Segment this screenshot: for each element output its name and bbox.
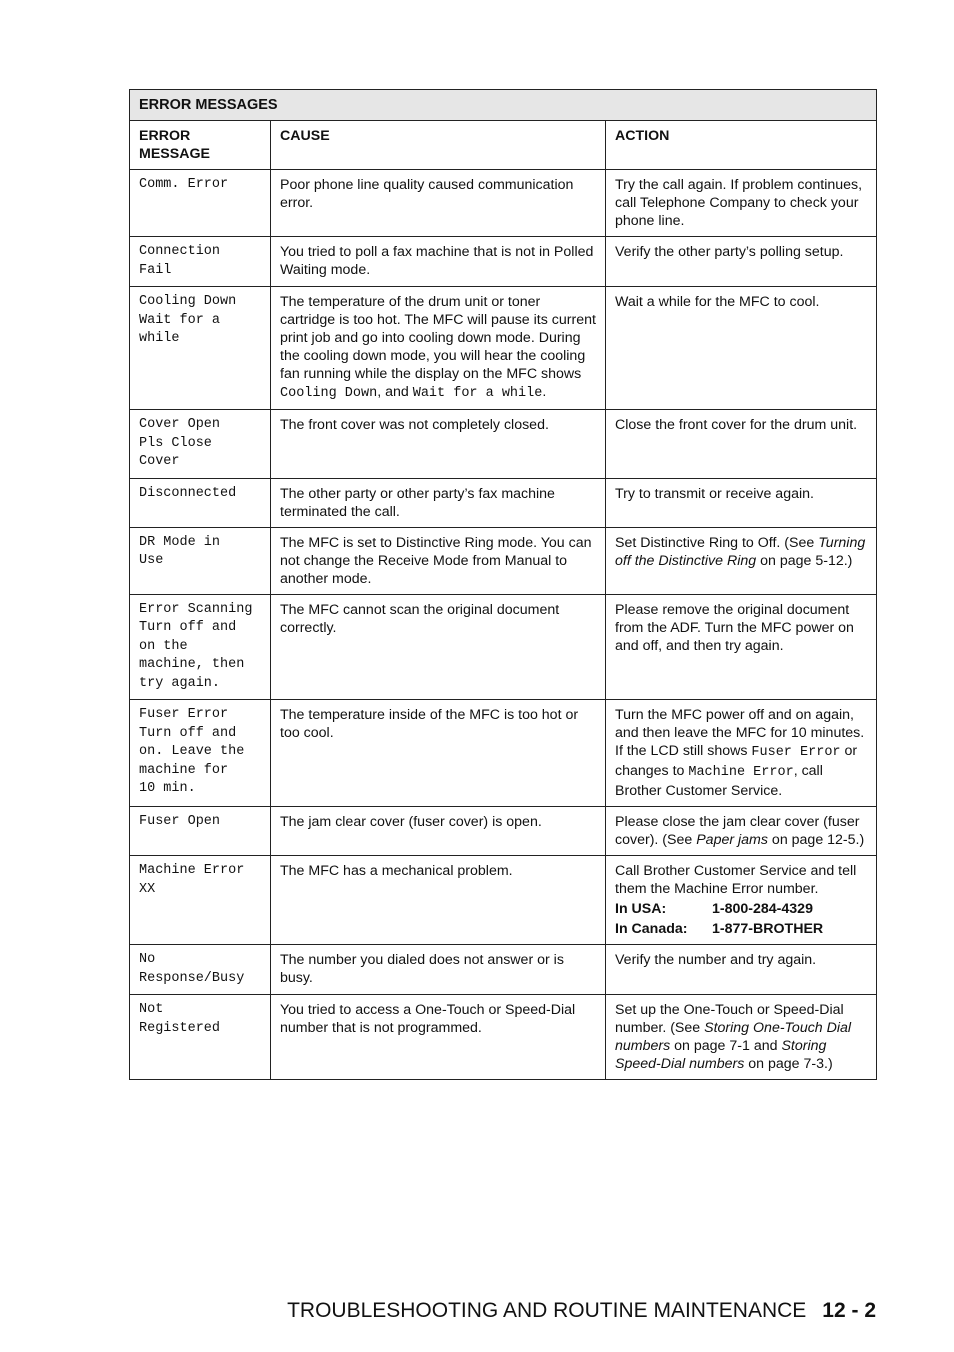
table-title: ERROR MESSAGES bbox=[130, 90, 877, 121]
error-message-line: Use bbox=[139, 553, 164, 568]
cause-cell: The MFC cannot scan the original document correctly. bbox=[271, 594, 606, 700]
cause-cell: The number you dialed does not answer or is busy. bbox=[271, 945, 606, 995]
usa-phone bbox=[615, 900, 868, 918]
error-message-line: Registered bbox=[139, 1020, 221, 1036]
cause-cell: The MFC has a mechanical problem. bbox=[271, 856, 606, 945]
cross-reference: Turning off the Distinctive Ring bbox=[615, 534, 866, 569]
error-message-cell bbox=[130, 410, 271, 479]
action-text: on page 12-5.) bbox=[767, 832, 865, 848]
error-message-line: No bbox=[139, 952, 156, 967]
table-row bbox=[130, 237, 877, 287]
error-message-line: 10 min. bbox=[139, 781, 196, 796]
error-message-line: DR Mode in bbox=[139, 534, 221, 550]
table-row bbox=[130, 995, 877, 1080]
action-cell: Close the front cover for the drum unit. bbox=[606, 410, 877, 479]
error-message-line: try again. bbox=[139, 675, 221, 691]
error-message-cell bbox=[130, 287, 271, 410]
action-cell bbox=[606, 995, 877, 1080]
header-cause: CAUSE bbox=[271, 121, 606, 170]
cause-cell: The jam clear cover (fuser cover) is open. bbox=[271, 807, 606, 856]
cross-reference: Paper jams bbox=[696, 832, 768, 848]
table-row bbox=[130, 410, 877, 479]
display-message: Machine Error bbox=[688, 765, 794, 780]
action-text: , call Brother Customer Service. bbox=[615, 763, 823, 799]
action-cell bbox=[606, 527, 877, 594]
error-message-line: Error Scanning bbox=[139, 601, 253, 617]
cause-text: The temperature of the drum unit or toner cartridge is too hot. The MFC will pause its current print job and go into cooling down mode. During the cooling down mode, you will hear the cooling fan running while the display on the MFC shows bbox=[280, 294, 596, 382]
error-messages-table bbox=[129, 89, 877, 1080]
cause-cell: The front cover was not completely closed. bbox=[271, 410, 606, 479]
error-message-line: Pls Close bbox=[139, 435, 212, 451]
action-cell: Wait a while for the MFC to cool. bbox=[606, 287, 877, 410]
error-message-line: on the bbox=[139, 638, 188, 654]
error-message-cell bbox=[130, 995, 271, 1080]
action-cell: Verify the number and try again. bbox=[606, 945, 877, 995]
error-message-line: machine for bbox=[139, 762, 229, 778]
error-message-cell bbox=[130, 945, 271, 995]
table-row bbox=[130, 945, 877, 995]
page-footer bbox=[287, 1299, 876, 1323]
cross-reference: Storing Speed-Dial numbers bbox=[615, 1038, 827, 1072]
cross-reference: Storing One-Touch Dial numbers bbox=[615, 1020, 852, 1054]
error-message-line: Fuser Error bbox=[139, 707, 229, 722]
error-message-line: Not bbox=[139, 1002, 164, 1017]
action-text: Please close the jam clear cover (fuser cover). (See bbox=[615, 814, 860, 848]
error-message-cell bbox=[130, 807, 271, 856]
action-text: or changes to bbox=[615, 743, 858, 779]
error-message-line: Fuser Open bbox=[139, 814, 221, 829]
section-title: TROUBLESHOOTING AND ROUTINE MAINTENANCE bbox=[287, 1299, 807, 1322]
table-title-row bbox=[130, 90, 877, 121]
action-text: on page 5-12.) bbox=[756, 552, 853, 569]
table-row bbox=[130, 478, 877, 527]
error-message-line: Cover bbox=[139, 454, 180, 469]
canada-phone bbox=[615, 920, 868, 938]
action-cell: Try the call again. If problem continues, call Telephone Company to check your phone line. bbox=[606, 170, 877, 237]
display-message: Wait for a while bbox=[412, 386, 543, 401]
action-text: Call Brother Customer Service and tell them the Machine Error number. bbox=[615, 863, 857, 897]
error-message-line: Turn off and bbox=[139, 725, 237, 741]
error-message-cell bbox=[130, 700, 271, 807]
table-row bbox=[130, 594, 877, 700]
error-message-cell bbox=[130, 594, 271, 700]
error-message-line: Connection bbox=[139, 244, 221, 259]
error-message-line: Fail bbox=[139, 262, 172, 278]
header-error-message: ERROR MESSAGE bbox=[130, 121, 271, 170]
action-cell: Verify the other party’s polling setup. bbox=[606, 237, 877, 287]
table-row bbox=[130, 700, 877, 807]
table-row bbox=[130, 807, 877, 856]
usa-label: In USA: bbox=[615, 901, 667, 917]
action-cell bbox=[606, 700, 877, 807]
action-text: Turn the MFC power off and on again, and then leave the MFC for 10 minutes. If the LCD still shows bbox=[615, 707, 865, 759]
error-message-line: Comm. Error bbox=[139, 177, 229, 192]
canada-number: 1-877-BROTHER bbox=[712, 921, 824, 937]
error-message-line: Wait for a bbox=[139, 312, 221, 328]
error-message-line: Disconnected bbox=[139, 485, 237, 501]
error-message-line: Turn off and bbox=[139, 620, 237, 635]
action-cell: Try to transmit or receive again. bbox=[606, 478, 877, 527]
page-number: 12 - 2 bbox=[822, 1299, 876, 1322]
cause-text: , and bbox=[377, 384, 413, 400]
error-message-line: on. Leave the bbox=[139, 744, 245, 759]
action-text: on page 7-1 and bbox=[670, 1038, 782, 1054]
error-message-cell bbox=[130, 856, 271, 945]
canada-label: In Canada: bbox=[615, 921, 688, 937]
cause-cell bbox=[271, 287, 606, 410]
table-header-row bbox=[130, 121, 877, 170]
cause-cell: The other party or other party’s fax machine terminated the call. bbox=[271, 478, 606, 527]
error-message-cell bbox=[130, 478, 271, 527]
action-text: Set up the One-Touch or Speed-Dial number. (See bbox=[615, 1002, 844, 1036]
error-message-line: Machine Error bbox=[139, 863, 245, 878]
action-text: Set Distinctive Ring to Off. (See bbox=[615, 534, 819, 551]
display-message: Fuser Error bbox=[751, 745, 841, 760]
error-message-line: Cover Open bbox=[139, 417, 221, 432]
action-cell: Please remove the original document from the ADF. Turn the MFC power on and off, and then try again. bbox=[606, 594, 877, 700]
error-message-cell bbox=[130, 527, 271, 594]
cause-cell: The MFC is set to Distinctive Ring mode. You can not change the Receive Mode from Manual to another mode. bbox=[271, 527, 606, 594]
cause-text: . bbox=[542, 384, 547, 400]
table-row bbox=[130, 527, 877, 594]
header-action: ACTION bbox=[606, 121, 877, 170]
cause-cell: Poor phone line quality caused communication error. bbox=[271, 170, 606, 237]
action-text: on page 7-3.) bbox=[744, 1056, 833, 1072]
usa-number: 1-800-284-4329 bbox=[712, 901, 813, 917]
table-row bbox=[130, 287, 877, 410]
error-message-line: Response/Busy bbox=[139, 970, 245, 986]
table-row bbox=[130, 170, 877, 237]
cause-cell: You tried to poll a fax machine that is not in Polled Waiting mode. bbox=[271, 237, 606, 287]
error-message-line: Cooling Down bbox=[139, 294, 237, 309]
cause-cell: You tried to access a One-Touch or Speed-Dial number that is not programmed. bbox=[271, 995, 606, 1080]
cause-cell: The temperature inside of the MFC is too hot or too cool. bbox=[271, 700, 606, 807]
error-message-cell bbox=[130, 237, 271, 287]
display-message: Cooling Down bbox=[280, 386, 378, 401]
error-message-cell bbox=[130, 170, 271, 237]
error-message-line: while bbox=[139, 331, 180, 346]
error-message-line: machine, then bbox=[139, 657, 245, 672]
action-cell bbox=[606, 807, 877, 856]
error-message-line: XX bbox=[139, 881, 156, 897]
table-row bbox=[130, 856, 877, 945]
action-cell bbox=[606, 856, 877, 945]
